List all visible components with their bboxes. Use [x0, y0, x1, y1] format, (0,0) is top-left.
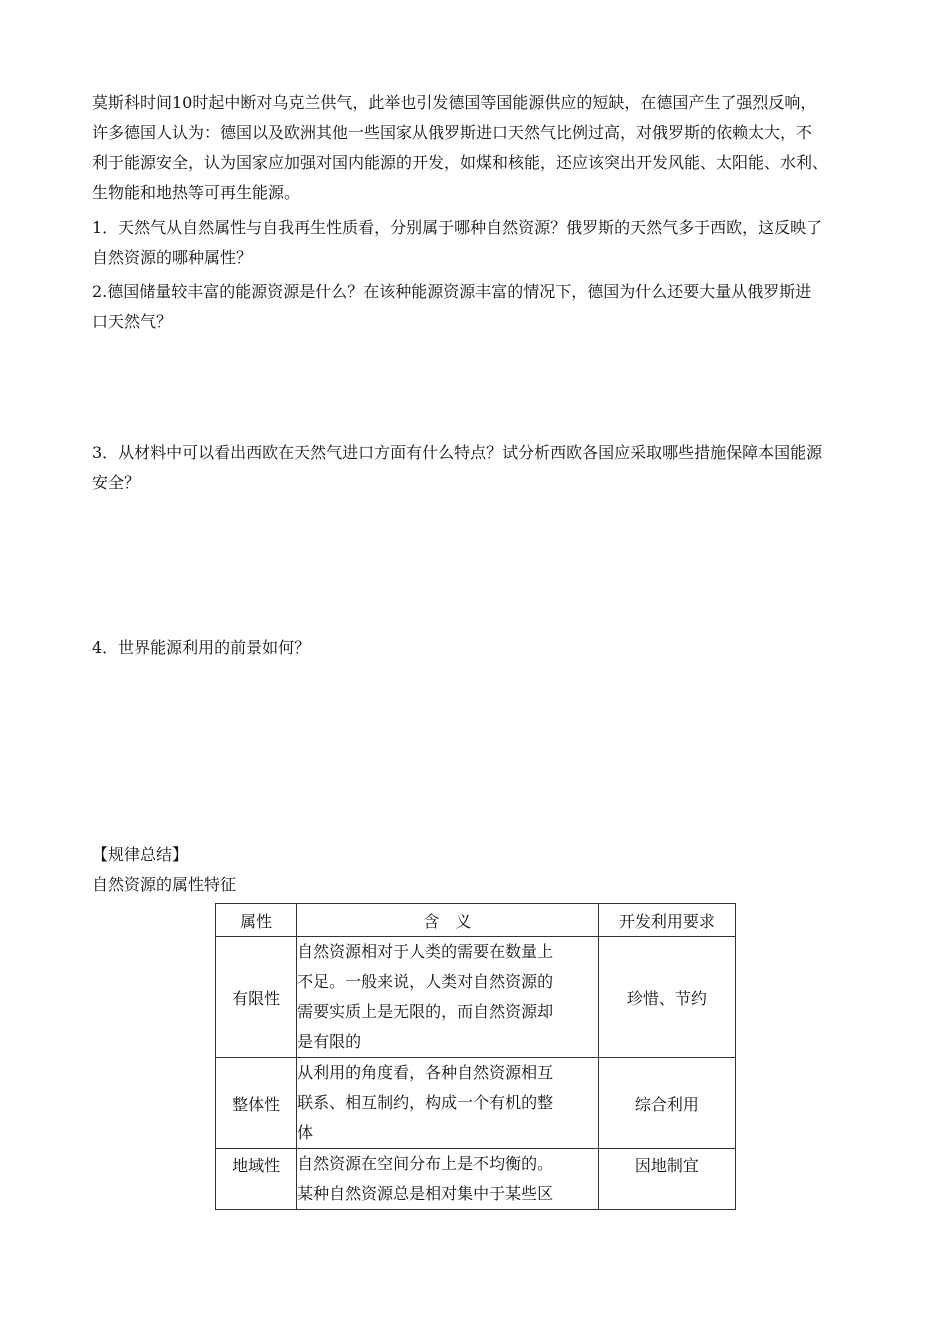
attribute-cell: 有限性: [216, 937, 297, 1058]
text-line: 安全？: [92, 473, 141, 492]
text-line: 体: [297, 1123, 314, 1142]
requirement-cell: 因地制宜: [598, 1149, 735, 1210]
text-line: 自然资源在空间分布上是不均衡的。: [297, 1154, 554, 1173]
intro-paragraph: [92, 88, 862, 208]
resource-attribute-table: [215, 903, 736, 1210]
table-row: [216, 937, 736, 1058]
text-line: 自然资源相对于人类的需要在数量上: [297, 942, 554, 961]
table-row: [216, 1058, 736, 1149]
text-line: 从利用的角度看，各种自然资源相互: [297, 1063, 554, 1082]
text-line: 2.德国储量较丰富的能源资源是什么？在该种能源资源丰富的情况下，德国为什么还要大量从俄罗斯进: [92, 282, 812, 301]
table-header-row: [216, 904, 736, 937]
text-line: 许多德国人认为：德国以及欧洲其他一些国家从俄罗斯进口天然气比例过高，对俄罗斯的依赖太大，不: [92, 123, 813, 142]
text-line: 3．从材料中可以看出西欧在天然气进口方面有什么特点？试分析西欧各国应采取哪些措施保障本国能源: [92, 443, 823, 462]
text-line: 口天然气？: [92, 312, 173, 331]
meaning-cell: [297, 937, 599, 1058]
summary-heading: 【规律总结】: [92, 845, 189, 864]
attribute-cell: 整体性: [216, 1058, 297, 1149]
text-line: 不足。一般来说，人类对自然资源的: [297, 972, 554, 991]
question-1: [92, 213, 862, 273]
table-caption: 自然资源的属性特征: [92, 875, 237, 894]
text-line: 利于能源安全，认为国家应加强对国内能源的开发，如煤和核能，还应该突出开发风能、太阳能、水利、: [92, 153, 829, 172]
text-line: 是有限的: [297, 1032, 362, 1051]
text-line: 1．天然气从自然属性与自我再生性质看，分别属于哪种自然资源？俄罗斯的天然气多于西欧，这反映了: [92, 218, 823, 237]
meaning-cell: [297, 1058, 599, 1149]
header-meaning: 含 义: [297, 904, 599, 937]
requirement-cell: 综合利用: [598, 1058, 735, 1149]
text-line: 联系、相互制约，构成一个有机的整: [297, 1093, 554, 1112]
text-line: 需要实质上是无限的，而自然资源却: [297, 1002, 554, 1021]
header-attribute: 属性: [216, 904, 297, 937]
question-3: [92, 438, 862, 498]
text-line: 莫斯科时间10时起中断对乌克兰供气，此举也引发德国等国能源供应的短缺，在德国产生了强烈反响，: [92, 93, 817, 112]
attribute-cell: 地域性: [216, 1149, 297, 1210]
table-row: [216, 1149, 736, 1210]
text-line: 某种自然资源总是相对集中于某些区: [297, 1184, 554, 1203]
text-line: 4．世界能源利用的前景如何？: [92, 638, 311, 657]
text-line: 自然资源的哪种属性？: [92, 248, 253, 267]
question-4: [92, 633, 862, 663]
meaning-cell: [297, 1149, 599, 1210]
text-line: 生物能和地热等可再生能源。: [92, 183, 301, 202]
header-requirement: 开发利用要求: [598, 904, 735, 937]
question-2: [92, 277, 862, 337]
requirement-cell: 珍惜、节约: [598, 937, 735, 1058]
